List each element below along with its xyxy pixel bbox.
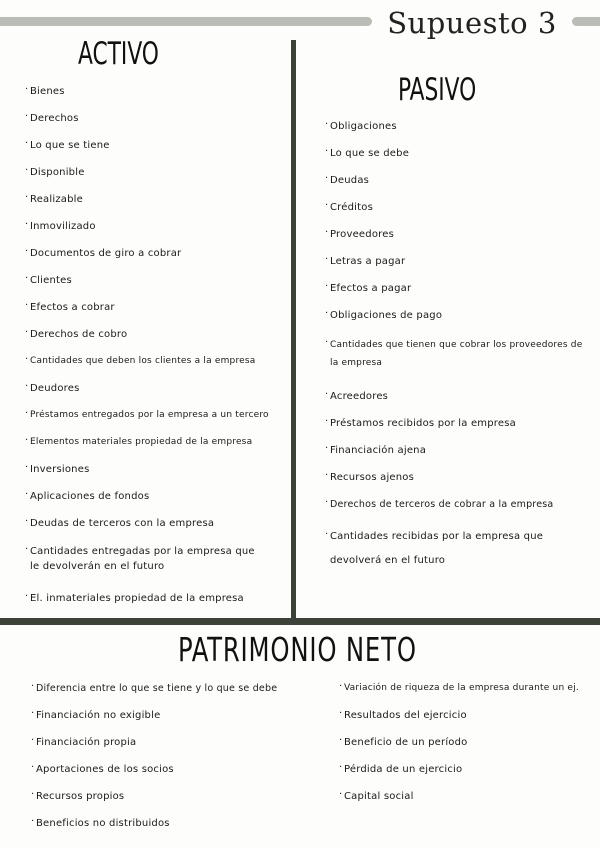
list-item: · Recursos ajenos [325, 470, 415, 483]
list-item: · Beneficios no distribuidos [31, 816, 170, 829]
list-item: · Obligaciones [325, 119, 397, 132]
list-item: · Documentos de giro a cobrar [25, 246, 182, 259]
list-item: · Aplicaciones de fondos [25, 489, 150, 502]
list-item: · Letras a pagar [325, 254, 406, 267]
list-item: · Lo que se tiene [25, 138, 110, 151]
list-item: · Efectos a pagar [325, 281, 412, 294]
list-item: · Cantidades que deben los clientes a la empresa [25, 354, 256, 366]
horizontal-divider [0, 618, 600, 625]
list-item: · Derechos [25, 111, 79, 124]
list-item: · Cantidades recibidas por la empresa que devolverá en el futuro [325, 529, 544, 566]
list-item: · Elementos materiales propiedad de la empresa [25, 435, 253, 447]
list-item: · Créditos [325, 200, 374, 213]
vertical-divider [291, 40, 296, 622]
top-divider-bar [0, 17, 372, 26]
page-title: Supuesto 3 [387, 6, 557, 40]
list-item: · Deudores [25, 381, 80, 394]
activo-heading: ACTIVO [78, 36, 159, 72]
list-item: · Derechos de terceros de cobrar a la empresa [325, 497, 554, 510]
top-divider-bar-right [572, 17, 600, 26]
list-item: · Obligaciones de pago [325, 308, 443, 321]
list-item: · Préstamos recibidos por la empresa [325, 416, 516, 429]
list-item: · Cantidades entregadas por la empresa que le devolverán en el futuro [25, 544, 255, 572]
list-item: · Inversiones [25, 462, 90, 475]
list-item: · Resultados del ejercicio [339, 708, 467, 721]
list-item: · Lo que se debe [325, 146, 410, 159]
pasivo-heading: PASIVO [398, 72, 477, 108]
list-item: · El. inmateriales propiedad de la empresa [25, 591, 244, 604]
list-item: · Cantidades que tienen que cobrar los proveedores de la empresa [325, 337, 583, 368]
list-item: · Acreedores [325, 389, 389, 402]
list-item: · Recursos propios [31, 789, 125, 802]
patrimonio-neto-heading: PATRIMONIO NETO [178, 630, 417, 669]
list-item: · Bienes [25, 84, 65, 97]
list-item: · Variación de riqueza de la empresa durante un ej. [339, 681, 579, 693]
list-item: · Realizable [25, 192, 83, 205]
list-item: · Financiación no exigible [31, 708, 161, 721]
list-item: · Financiación propia [31, 735, 137, 748]
list-item: · Proveedores [325, 227, 395, 240]
list-item: · Préstamos entregados por la empresa a un tercero [25, 408, 269, 420]
list-item: · Disponible [25, 165, 85, 178]
list-item: · Beneficio de un período [339, 735, 468, 748]
list-item: · Pérdida de un ejercicio [339, 762, 463, 775]
list-item: · Derechos de cobro [25, 327, 128, 340]
title-box [372, 3, 572, 43]
list-item: · Clientes [25, 273, 72, 286]
list-item: · Deudas de terceros con la empresa [25, 516, 215, 529]
list-item: · Capital social [339, 789, 414, 802]
list-item: · Aportaciones de los socios [31, 762, 174, 775]
list-item: · Inmovilizado [25, 219, 96, 232]
list-item: · Efectos a cobrar [25, 300, 115, 313]
list-item: · Diferencia entre lo que se tiene y lo que se debe [31, 681, 278, 694]
list-item: · Financiación ajena [325, 443, 427, 456]
list-item: · Deudas [325, 173, 370, 186]
